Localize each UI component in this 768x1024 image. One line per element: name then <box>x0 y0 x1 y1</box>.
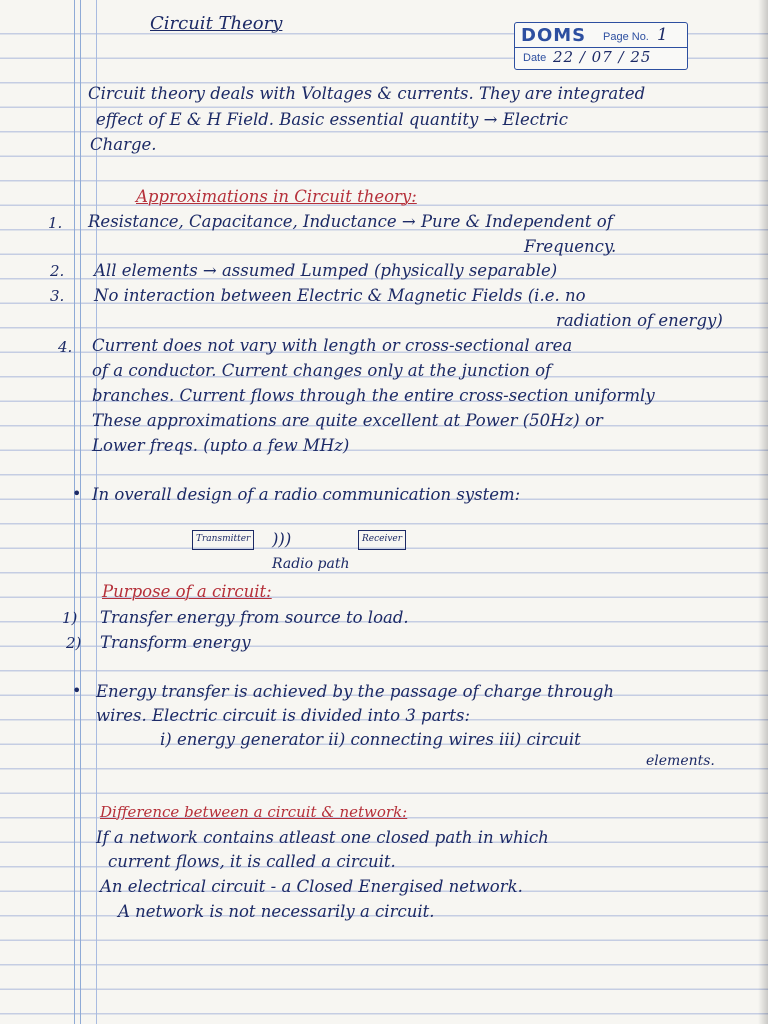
radio-waves: ))) <box>272 530 292 549</box>
list-number: 2) <box>66 634 82 652</box>
page-header-box <box>514 22 688 70</box>
difference-line: If a network contains atleast one closed path in which <box>96 828 549 847</box>
list-number: 1) <box>62 609 78 627</box>
radio-intro: In overall design of a radio communication system: <box>92 485 521 504</box>
difference-heading: Difference between a circuit & network: <box>100 803 408 821</box>
list-item: All elements → assumed Lumped (physically separable) <box>94 261 558 280</box>
page-no-value: 1 <box>657 25 668 45</box>
list-item: Frequency. <box>524 237 617 256</box>
intro-line: Circuit theory deals with Voltages & currents. They are integrated <box>88 84 646 103</box>
list-number: 3. <box>50 287 65 305</box>
list-item: branches. Current flows through the entire cross-section uniformly <box>92 386 655 405</box>
receiver-box: Receiver <box>358 530 406 550</box>
list-item: These approximations are quite excellent at Power (50Hz) or <box>92 411 603 430</box>
date-label: Date <box>523 52 547 64</box>
list-item: radiation of energy) <box>556 311 723 330</box>
page-no-label: Page No. <box>603 31 649 43</box>
brand-logo: DOMS <box>521 25 587 46</box>
date-value: 22 / 07 / 25 <box>553 48 652 66</box>
list-item: Lower freqs. (upto a few MHz) <box>92 436 350 455</box>
intro-line: Charge. <box>90 135 157 154</box>
difference-line: A network is not necessarily a circuit. <box>118 902 435 921</box>
list-item: of a conductor. Current changes only at the junction of <box>92 361 552 380</box>
page-title: Circuit Theory <box>150 13 283 34</box>
difference-line: current flows, it is called a circuit. <box>108 852 396 871</box>
purpose-heading: Purpose of a circuit: <box>102 582 272 601</box>
energy-line: wires. Electric circuit is divided into 3 parts: <box>96 706 471 725</box>
bullet: • <box>72 484 82 503</box>
energy-line: elements. <box>646 753 715 769</box>
list-item: Resistance, Capacitance, Inductance → Pure & Independent of <box>88 212 613 231</box>
list-item: Transform energy <box>100 633 251 652</box>
difference-line: An electrical circuit - a Closed Energised network. <box>100 877 523 896</box>
bullet: • <box>72 681 82 700</box>
radio-path-label: Radio path <box>272 556 350 572</box>
list-item: Current does not vary with length or cross-sectional area <box>92 336 573 355</box>
list-item: Transfer energy from source to load. <box>100 608 409 627</box>
transmitter-box: Transmitter <box>192 530 254 550</box>
margin-line <box>80 0 81 1024</box>
list-number: 2. <box>50 262 65 280</box>
energy-line: Energy transfer is achieved by the passage of charge through <box>96 682 615 701</box>
list-number: 4. <box>58 338 73 356</box>
margin-line <box>74 0 75 1024</box>
list-number: 1. <box>48 214 63 232</box>
page-edge-shadow <box>758 0 768 1024</box>
list-item: No interaction between Electric & Magnetic Fields (i.e. no <box>94 286 586 305</box>
energy-line: i) energy generator ii) connecting wires iii) circuit <box>160 730 581 749</box>
intro-line: effect of E & H Field. Basic essential quantity → Electric <box>96 110 569 129</box>
approximations-heading: Approximations in Circuit theory: <box>136 187 417 206</box>
